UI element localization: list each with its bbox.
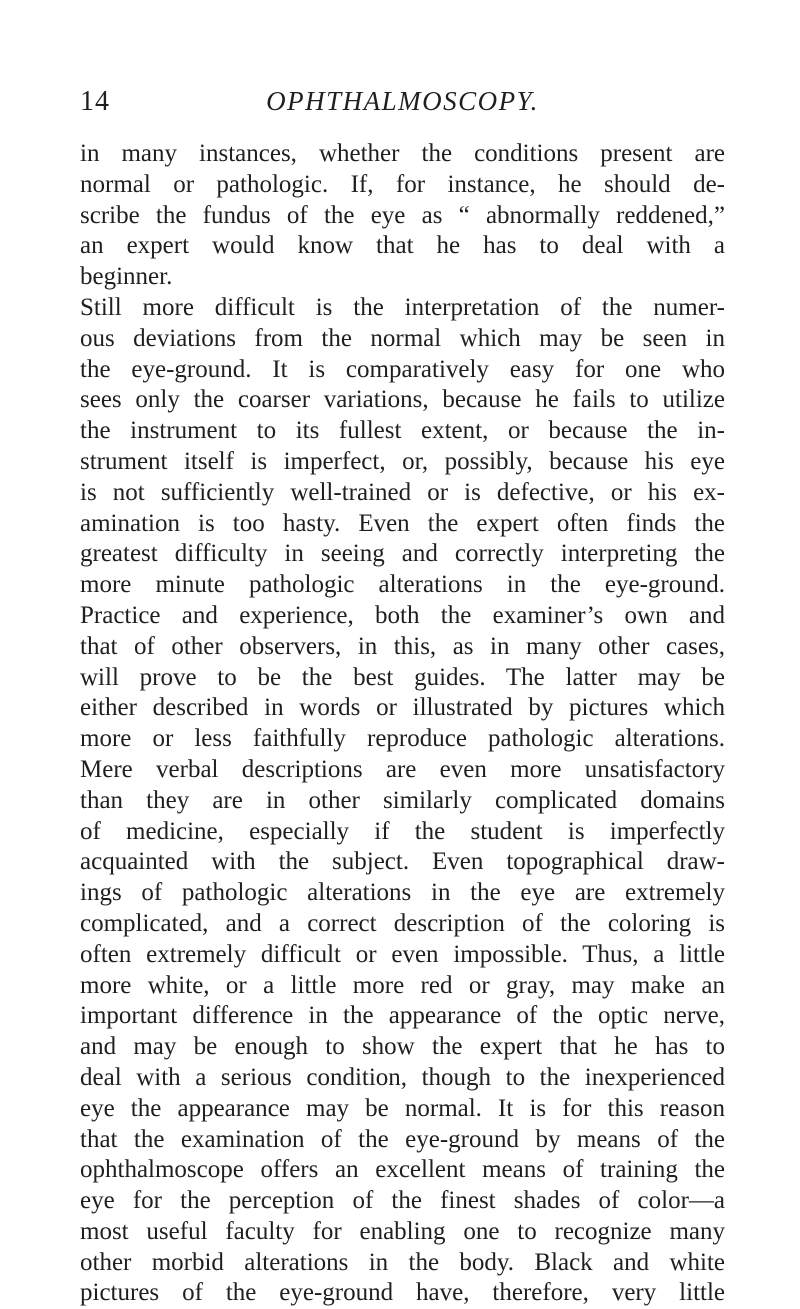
text-line: than they are in other similarly complicated domains	[80, 786, 725, 814]
text-line: eye the appearance may be normal. It is for this reason	[80, 1094, 725, 1122]
text-line: amination is too hasty. Even the expert often finds the	[80, 509, 725, 537]
text-line: ous deviations from the normal which may be seen in	[80, 324, 725, 352]
text-line: ophthalmoscope offers an excellent means of training the	[80, 1156, 725, 1184]
text-line: scribe the fundus of the eye as “ abnormally reddened,”	[80, 201, 725, 229]
text-line: that the examination of the eye-ground by means of the	[80, 1125, 725, 1153]
text-line: pictures of the eye-ground have, therefore, very little	[80, 1279, 725, 1307]
text-line: the eye-ground. It is comparatively easy for one who	[80, 355, 725, 383]
text-line: deal with a serious condition, though to the inexperienced	[80, 1063, 725, 1091]
text-line: acquainted with the subject. Even topographical draw-	[80, 848, 725, 876]
text-line: important difference in the appearance of the optic nerve,	[80, 1002, 725, 1030]
text-line: ings of pathologic alterations in the eye are extremely	[80, 879, 725, 907]
text-line: Practice and experience, both the examiner’s own and	[80, 601, 725, 629]
body-text	[80, 139, 725, 1309]
text-line: strument itself is imperfect, or, possibly, because his eye	[80, 447, 725, 475]
text-line: normal or pathologic. If, for instance, he should de-	[80, 170, 725, 198]
text-line: Mere verbal descriptions are even more unsatisfactory	[80, 755, 725, 783]
text-line: will prove to be the best guides. The latter may be	[80, 663, 725, 691]
text-line: an expert would know that he has to deal with a	[80, 232, 725, 260]
text-line: of medicine, especially if the student is imperfectly	[80, 817, 725, 845]
text-line: in many instances, whether the conditions present are	[80, 140, 725, 167]
text-line: often extremely difficult or even impossible. Thus, a little	[80, 940, 725, 968]
text-line: Still more difficult is the interpretation of the numer-	[80, 293, 725, 321]
text-line: beginner.	[80, 263, 173, 291]
text-line: other morbid alterations in the body. Black and white	[80, 1248, 725, 1276]
running-title: OPHTHALMOSCOPY.	[266, 86, 539, 116]
text-line: greatest difficulty in seeing and correctly interpreting the	[80, 540, 725, 568]
running-head	[80, 86, 725, 126]
text-line: most useful faculty for enabling one to recognize many	[80, 1217, 725, 1245]
text-line: that of other observers, in this, as in many other cases,	[80, 632, 725, 660]
text-line: and may be enough to show the expert that he has to	[80, 1033, 725, 1061]
text-line: more white, or a little more red or gray, may make an	[80, 971, 725, 999]
text-line: more or less faithfully reproduce pathologic alterations.	[80, 725, 725, 753]
text-line: sees only the coarser variations, because he fails to utilize	[80, 386, 725, 414]
text-line: is not sufficiently well-trained or is defective, or his ex-	[80, 478, 725, 506]
page-number: 14	[80, 86, 110, 117]
text-line: eye for the perception of the finest shades of color—a	[80, 1187, 725, 1215]
text-line: either described in words or illustrated by pictures which	[80, 694, 725, 722]
text-line: complicated, and a correct description of the coloring is	[80, 909, 725, 937]
text-line: more minute pathologic alterations in the eye-ground.	[80, 571, 725, 599]
text-line: the instrument to its fullest extent, or because the in-	[80, 417, 725, 445]
